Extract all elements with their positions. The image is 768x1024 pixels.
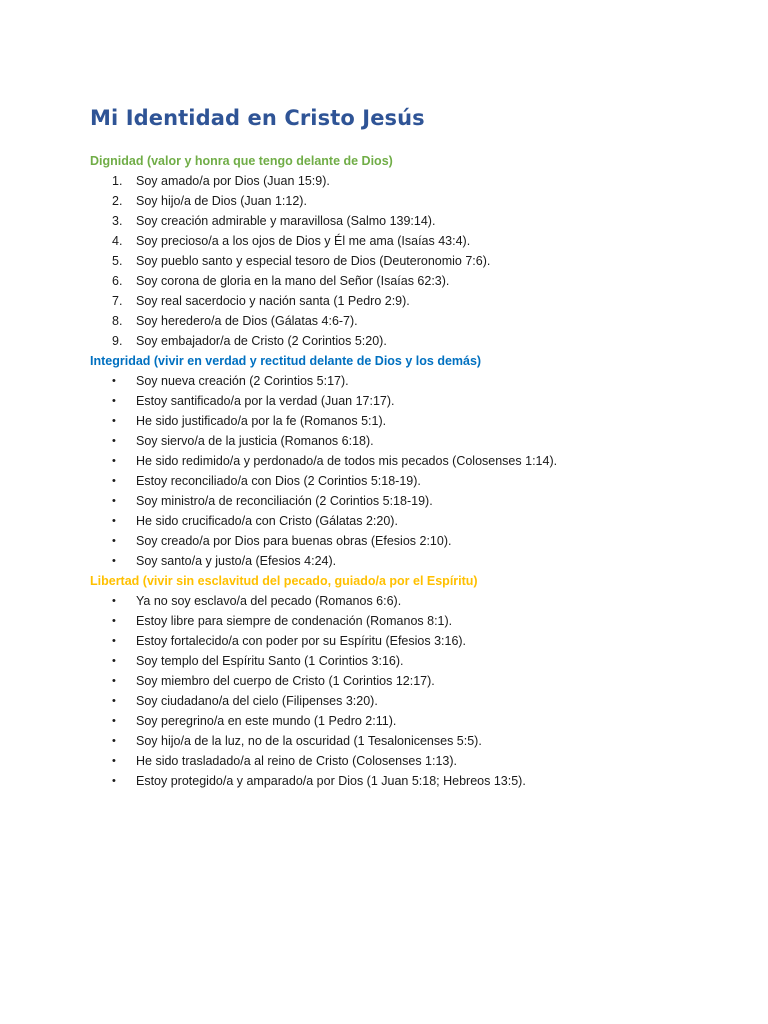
list-item-text: Ya no soy esclavo/a del pecado (Romanos 6:6). — [136, 594, 402, 608]
list-number: 6. — [112, 274, 123, 288]
list-number: 5. — [112, 254, 123, 268]
list-item-text: Soy amado/a por Dios (Juan 15:9). — [136, 174, 330, 188]
list-item-text: Soy miembro del cuerpo de Cristo (1 Corintios 12:17). — [136, 674, 435, 688]
section-heading-libertad: Libertad (vivir sin esclavitud del pecado, guiado/a por el Espíritu) — [90, 574, 478, 588]
list-number: 4. — [112, 234, 123, 248]
list-item-text: Estoy fortalecido/a con poder por su Espíritu (Efesios 3:16). — [136, 634, 467, 648]
bullet-marker: • — [112, 675, 116, 687]
bullet-marker: • — [112, 615, 116, 627]
section-heading-dignidad: Dignidad (valor y honra que tengo delante de Dios) — [90, 154, 393, 168]
list-item-text: Soy precioso/a a los ojos de Dios y Él me ama (Isaías 43:4). — [136, 234, 471, 248]
list-item-text: Soy peregrino/a en este mundo (1 Pedro 2:11). — [136, 714, 397, 728]
list-item-text: Estoy protegido/a y amparado/a por Dios (1 Juan 5:18; Hebreos 13:5). — [136, 774, 526, 788]
bullet-marker: • — [112, 495, 116, 507]
bullet-marker: • — [112, 555, 116, 567]
bullet-marker: • — [112, 515, 116, 527]
list-item-text: Soy ministro/a de reconciliación (2 Corintios 5:18-19). — [136, 494, 433, 508]
list-item-text: Estoy santificado/a por la verdad (Juan 17:17). — [136, 394, 395, 408]
list-number: 3. — [112, 214, 123, 228]
list-item-text: Estoy reconciliado/a con Dios (2 Corintios 5:18-19). — [136, 474, 421, 488]
bullet-marker: • — [112, 775, 116, 787]
bullet-marker: • — [112, 695, 116, 707]
list-item-text: He sido crucificado/a con Cristo (Gálatas 2:20). — [136, 514, 398, 528]
list-number: 1. — [112, 174, 123, 188]
list-item-text: Soy hijo/a de Dios (Juan 1:12). — [136, 194, 307, 208]
bullet-marker: • — [112, 595, 116, 607]
list-item-text: Soy nueva creación (2 Corintios 5:17). — [136, 374, 349, 388]
list-item-text: He sido justificado/a por la fe (Romanos 5:1). — [136, 414, 387, 428]
list-item-text: Soy creación admirable y maravillosa (Salmo 139:14). — [136, 214, 436, 228]
bullet-marker: • — [112, 735, 116, 747]
list-item-text: Soy creado/a por Dios para buenas obras (Efesios 2:10). — [136, 534, 452, 548]
list-item-text: Soy santo/a y justo/a (Efesios 4:24). — [136, 554, 337, 568]
list-item-text: Soy real sacerdocio y nación santa (1 Pedro 2:9). — [136, 294, 410, 308]
list-number: 7. — [112, 294, 123, 308]
bullet-marker: • — [112, 635, 116, 647]
bullet-marker: • — [112, 755, 116, 767]
bullet-marker: • — [112, 415, 116, 427]
bullet-marker: • — [112, 455, 116, 467]
list-item-text: Soy templo del Espíritu Santo (1 Corintios 3:16). — [136, 654, 404, 668]
list-item-text: Soy siervo/a de la justicia (Romanos 6:18). — [136, 434, 374, 448]
list-item-text: Soy corona de gloria en la mano del Señor (Isaías 62:3). — [136, 274, 450, 288]
section-heading-integridad: Integridad (vivir en verdad y rectitud delante de Dios y los demás) — [90, 354, 482, 368]
bullet-marker: • — [112, 535, 116, 547]
list-item-text: Soy pueblo santo y especial tesoro de Dios (Deuteronomio 7:6). — [136, 254, 491, 268]
bullet-marker: • — [112, 395, 116, 407]
list-number: 2. — [112, 194, 123, 208]
list-item-text: Soy embajador/a de Cristo (2 Corintios 5:20). — [136, 334, 387, 348]
list-number: 9. — [112, 334, 123, 348]
list-number: 8. — [112, 314, 123, 328]
bullet-marker: • — [112, 375, 116, 387]
bullet-marker: • — [112, 475, 116, 487]
list-item-text: Soy ciudadano/a del cielo (Filipenses 3:20). — [136, 694, 378, 708]
bullet-marker: • — [112, 655, 116, 667]
bullet-marker: • — [112, 715, 116, 727]
bullet-marker: • — [112, 435, 116, 447]
document-title: Mi Identidad en Cristo Jesús — [90, 106, 425, 130]
list-item-text: Soy heredero/a de Dios (Gálatas 4:6-7). — [136, 314, 358, 328]
list-item-text: He sido redimido/a y perdonado/a de todos mis pecados (Colosenses 1:14). — [136, 454, 558, 468]
list-item-text: Estoy libre para siempre de condenación (Romanos 8:1). — [136, 614, 453, 628]
list-item-text: He sido trasladado/a al reino de Cristo (Colosenses 1:13). — [136, 754, 458, 768]
list-item-text: Soy hijo/a de la luz, no de la oscuridad (1 Tesalonicenses 5:5). — [136, 734, 482, 748]
